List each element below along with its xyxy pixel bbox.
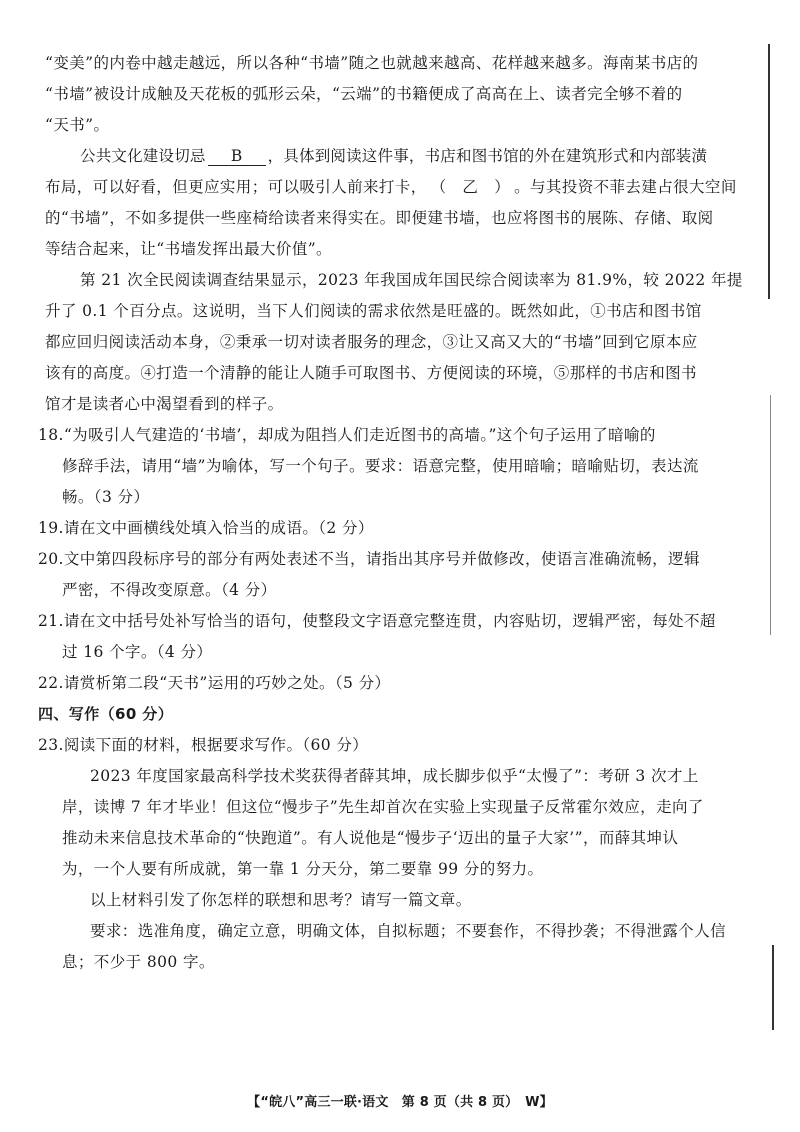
text-line: 息；不少于 800 字。 <box>62 953 215 971</box>
text-line: 第 21 次全民阅读调查结果显示，2023 年我国成年国民综合阅读率为 81.9%，较 2022 年提 <box>80 271 743 289</box>
text-line: 该有的高度。④打造一个清静的能让人随手可取图书、方便阅读的环境，⑤那样的书店和图书 <box>45 364 697 382</box>
text-line: 等结合起来，让“书墙发挥出最大价值”。 <box>45 240 332 258</box>
text-line: 20.文中第四段标序号的部分有两处表述不当，请指出其序号并做修改，使语言准确流畅，逻辑 <box>38 550 700 568</box>
text-line: 升了 0.1 个百分点。这说明，当下人们阅读的需求依然是旺盛的。既然如此，①书店和图书馆 <box>45 302 702 320</box>
bracket-blank-yi: （ 乙 ） <box>430 178 511 196</box>
question-23: 23.阅读下面的材料，根据要求写作。（60 分） <box>38 736 369 754</box>
text-line: 要求：选准角度，确定立意，明确文体，自拟标题；不要套作，不得抄袭；不得泄露个人信 <box>90 922 727 940</box>
text-line <box>80 146 707 166</box>
text-segment: 布局，可以好看，但更应实用；可以吸引人前来打卡， <box>45 178 427 196</box>
text-line: 为，一个人要有所成就，第一靠 1 分天分，第二要靠 99 分的努力。 <box>62 860 544 878</box>
text-line: 过 16 个字。（4 分） <box>62 643 213 661</box>
text-line: 18.“为吸引人气建造的‘书墙’，却成为阻挡人们走近图书的高墙。”这个句子运用了暗喻的 <box>38 426 656 444</box>
text-line: 2023 年度国家最高科学技术奖获得者薛其坤，成长脚步似乎“太慢了”：考研 3 次才上 <box>90 767 699 785</box>
text-line: “天书”。 <box>45 116 110 134</box>
scan-edge-mark-middle <box>770 395 771 635</box>
writing-prompt: 以上材料引发了你怎样的联想和思考？请写一篇文章。 <box>90 891 472 909</box>
idiom-blank: B <box>208 147 266 166</box>
text-line: 推动未来信息技术革命的“快跑道”。有人说他是“慢步子‘迈出的量子大家’”，而薛其坤认 <box>62 829 679 847</box>
text-line <box>45 177 737 197</box>
text-segment: 公共文化建设切忌 <box>80 147 206 165</box>
text-segment: ，具体到阅读这件事，书店和图书馆的外在建筑形式和内部装潢 <box>267 147 708 165</box>
text-line: 的“书墙”，不如多提供一些座椅给读者来得实在。即便建书墙，也应将图书的展陈、存储、取阅 <box>45 209 714 227</box>
section-title-writing: 四、写作（60 分） <box>38 705 174 723</box>
text-line: “书墙”被设计成触及天花板的弧形云朵，“云端”的书籍便成了高高在上、读者完全够不着的 <box>45 85 683 103</box>
text-line: 馆才是读者心中渴望看到的样子。 <box>45 395 284 413</box>
text-line: “变美”的内卷中越走越远，所以各种“书墙”随之也就越来越高、花样越来越多。海南某书店的 <box>45 54 699 72</box>
text-line: 都应回归阅读活动本身，②秉承一切对读者服务的理念，③让又高又大的“书墙”回到它原本应 <box>45 333 698 351</box>
scan-edge-mark-bottom <box>772 945 774 1030</box>
scan-edge-mark-top <box>768 44 770 299</box>
text-line: 岸，读博 7 年才毕业！但这位“慢步子”先生却首次在实验上实现量子反常霍尔效应，走向了 <box>62 798 704 816</box>
text-segment: 。与其投资不菲去建占很大空间 <box>514 178 737 196</box>
text-line: 21.请在文中括号处补写恰当的语句，使整段文字语意完整连贯，内容贴切，逻辑严密，每处不超 <box>38 612 716 630</box>
question-19: 19.请在文中画横线处填入恰当的成语。（2 分） <box>38 519 374 537</box>
page-footer: 【“皖八”高三一联·语文 第 8 页（共 8 页） W】 <box>247 1095 553 1110</box>
text-line: 修辞手法，请用“墙”为喻体，写一个句子。要求：语意完整，使用暗喻；暗喻贴切，表达流 <box>62 457 699 475</box>
text-line: 严密，不得改变原意。（4 分） <box>62 581 277 599</box>
question-22: 22.请赏析第二段“天书”运用的巧妙之处。（5 分） <box>38 674 391 692</box>
text-line: 畅。（3 分） <box>62 488 150 506</box>
